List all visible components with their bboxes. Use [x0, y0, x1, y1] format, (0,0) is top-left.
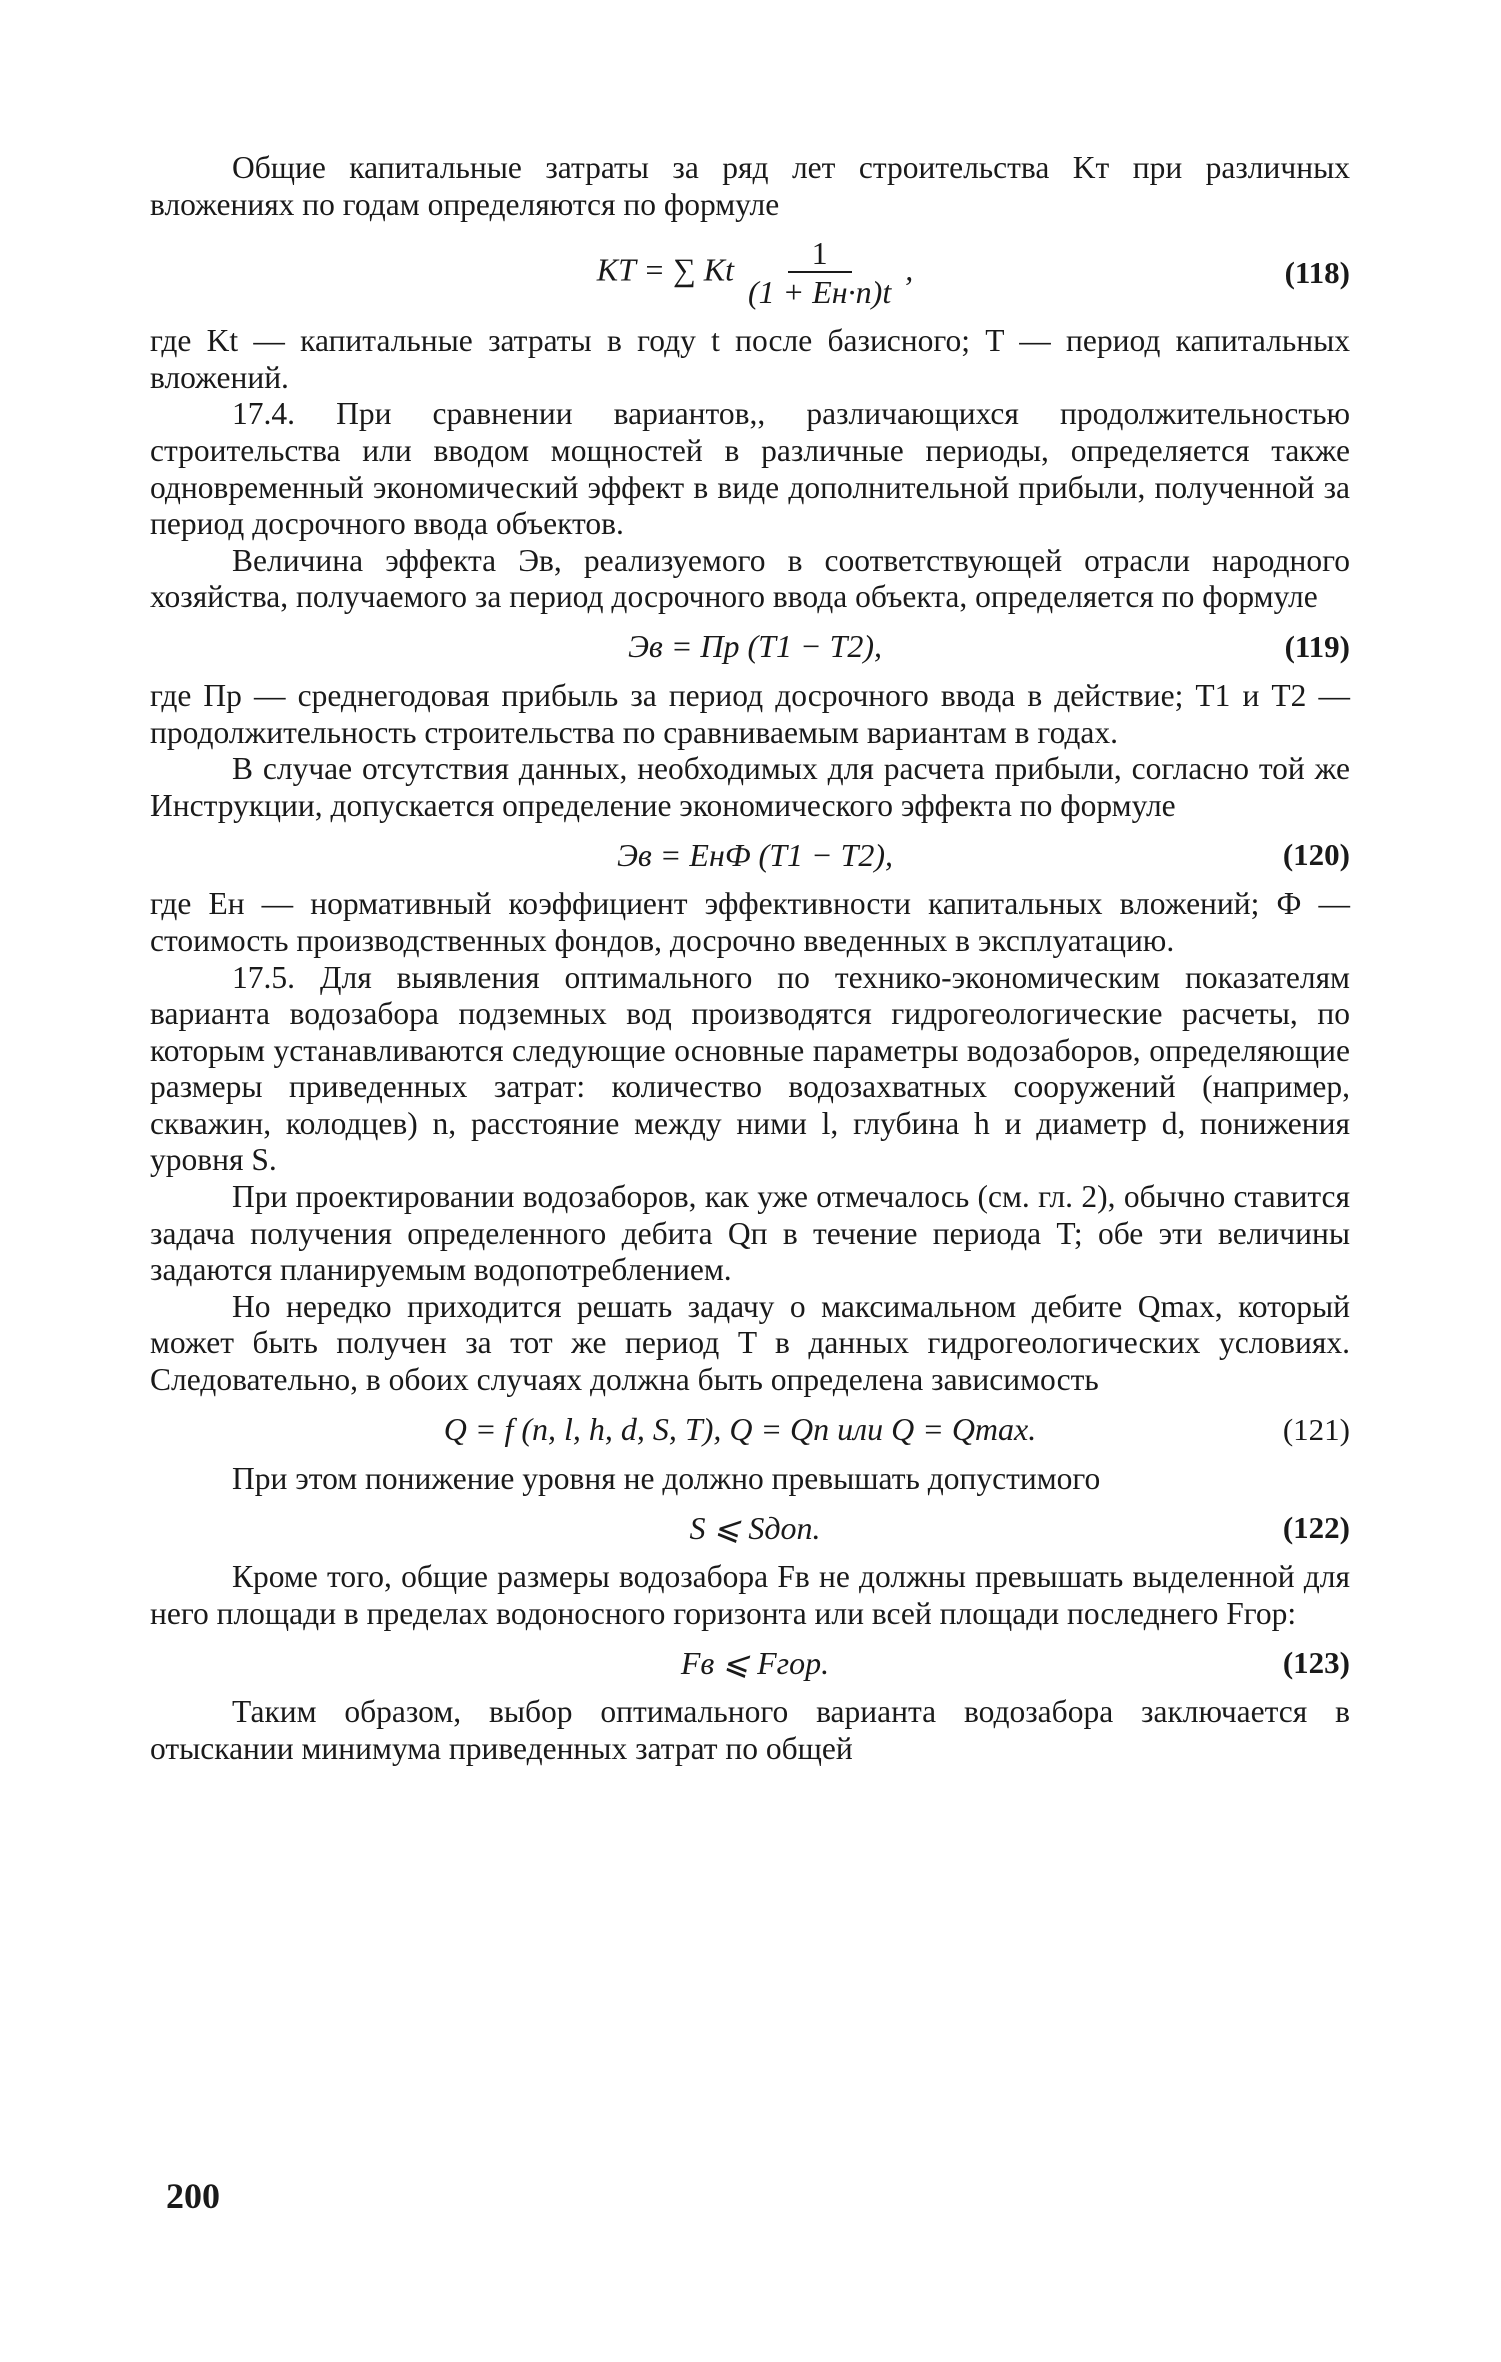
- paragraph-drawdown-limit: При этом понижение уровня не должно превышать допустимого: [232, 1460, 1101, 1496]
- formula-123-number: (123): [1282, 1645, 1350, 1681]
- formula-121-expression: Q = f (n, l, h, d, S, T), Q = Qп или Q = Qmax.: [443, 1411, 1037, 1448]
- formula-120: [150, 824, 1350, 886]
- formula-118-numerator: 1: [788, 237, 852, 273]
- paragraph-missing-data: В случае отсутствия данных, необходимых для расчета прибыли, согласно той же Инструкции, допускается определение экономического эффекта по формуле: [150, 751, 1350, 823]
- paragraph-17-5: 17.5. Для выявления оптимального по технико-экономическим показателям варианта водозабора подземных вод производятся гидрогеологические расчеты, по которым устанавливаются следующие основные параметры водозаборов, определяющие размеры приведенных затрат: количество водозахватных сооружений (например, скважин, колодцев) n, расстояние между ними l, глубина h и диаметр d, понижения уровня S.: [150, 959, 1350, 1178]
- paragraph-where-coefficient: где Eн — нормативный коэффициент эффективности капитальных вложений; Ф — стоимость производственных фондов, досрочно введенных в эксплуатацию.: [150, 886, 1350, 958]
- paragraph-conclusion: Таким образом, выбор оптимального варианта водозабора заключается в отыскании минимума приведенных затрат по общей: [150, 1694, 1350, 1766]
- paragraph-design: При проектировании водозаборов, как уже отмечалось (см. гл. 2), обычно ставится задача получения определенного дебита Qп в течение периода T; обе эти величины задаются планируемым водопотреблением.: [150, 1179, 1350, 1288]
- paragraph-17-4: 17.4. При сравнении вариантов,, различающихся продолжительностью строительства или вводом мощностей в различные периоды, определяется также одновременный экономический эффект в виде дополнительной прибыли, полученной за период досрочного ввода объектов.: [150, 396, 1350, 542]
- formula-118-fraction: [748, 237, 891, 309]
- formula-118-denominator: (1 + Eн·п)t: [747, 274, 892, 311]
- formula-118-lhs: KT = ∑ Kt: [596, 251, 734, 288]
- paragraph-max-discharge: Но нередко приходится решать задачу о максимальном дебите Qmax, который может быть получен за тот же период T в данных гидрогеологических условиях. Следовательно, в обоих случаях должна быть определена зависимость: [150, 1288, 1350, 1398]
- formula-120-number: (120): [1282, 837, 1350, 873]
- formula-123: [150, 1632, 1350, 1694]
- paragraph-where-kt: где Kt — капитальные затраты в году t после базисного; T — период капитальных вложений.: [150, 323, 1350, 395]
- page-number: 200: [166, 2176, 220, 2216]
- paragraph-where-profit: где Пр — среднегодовая прибыль за период досрочного ввода в действие; T1 и T2 — продолжительность строительства по сравниваемым вариантам в годах.: [150, 677, 1350, 750]
- formula-119-expression: Эв = Пр (T1 − T2),: [627, 628, 883, 665]
- paragraph-area-limit: Кроме того, общие размеры водозабора Fв не должны превышать выделенной для него площади в пределах водоносного горизонта или всей площади последнего Fгор:: [150, 1559, 1350, 1631]
- formula-123-expression: Fв ⩽ Fгор.: [680, 1645, 830, 1682]
- formula-118: [150, 223, 1350, 323]
- formula-118-number: (118): [1284, 255, 1350, 291]
- formula-119: [150, 616, 1350, 678]
- formula-121-number: (121): [1282, 1411, 1350, 1447]
- formula-118-tail: ,: [905, 251, 914, 288]
- formula-122-number: (122): [1282, 1510, 1350, 1546]
- formula-119-number: (119): [1284, 628, 1350, 664]
- page-body: [150, 150, 1350, 1768]
- formula-122: [150, 1497, 1350, 1559]
- formula-121: [150, 1399, 1350, 1461]
- formula-120-expression: Эв = EнФ (T1 − T2),: [616, 836, 894, 873]
- paragraph-effect-value: Величина эффекта Эв, реализуемого в соответствующей отрасли народного хозяйства, получаемого за период досрочного ввода объекта, определяется по формуле: [150, 542, 1350, 615]
- formula-118-expression: [150, 237, 1240, 309]
- paragraph-capital-costs: Общие капитальные затраты за ряд лет строительства Kт при различных вложениях по годам определяются по формуле: [150, 150, 1350, 222]
- formula-122-expression: S ⩽ Sдоп.: [689, 1510, 821, 1547]
